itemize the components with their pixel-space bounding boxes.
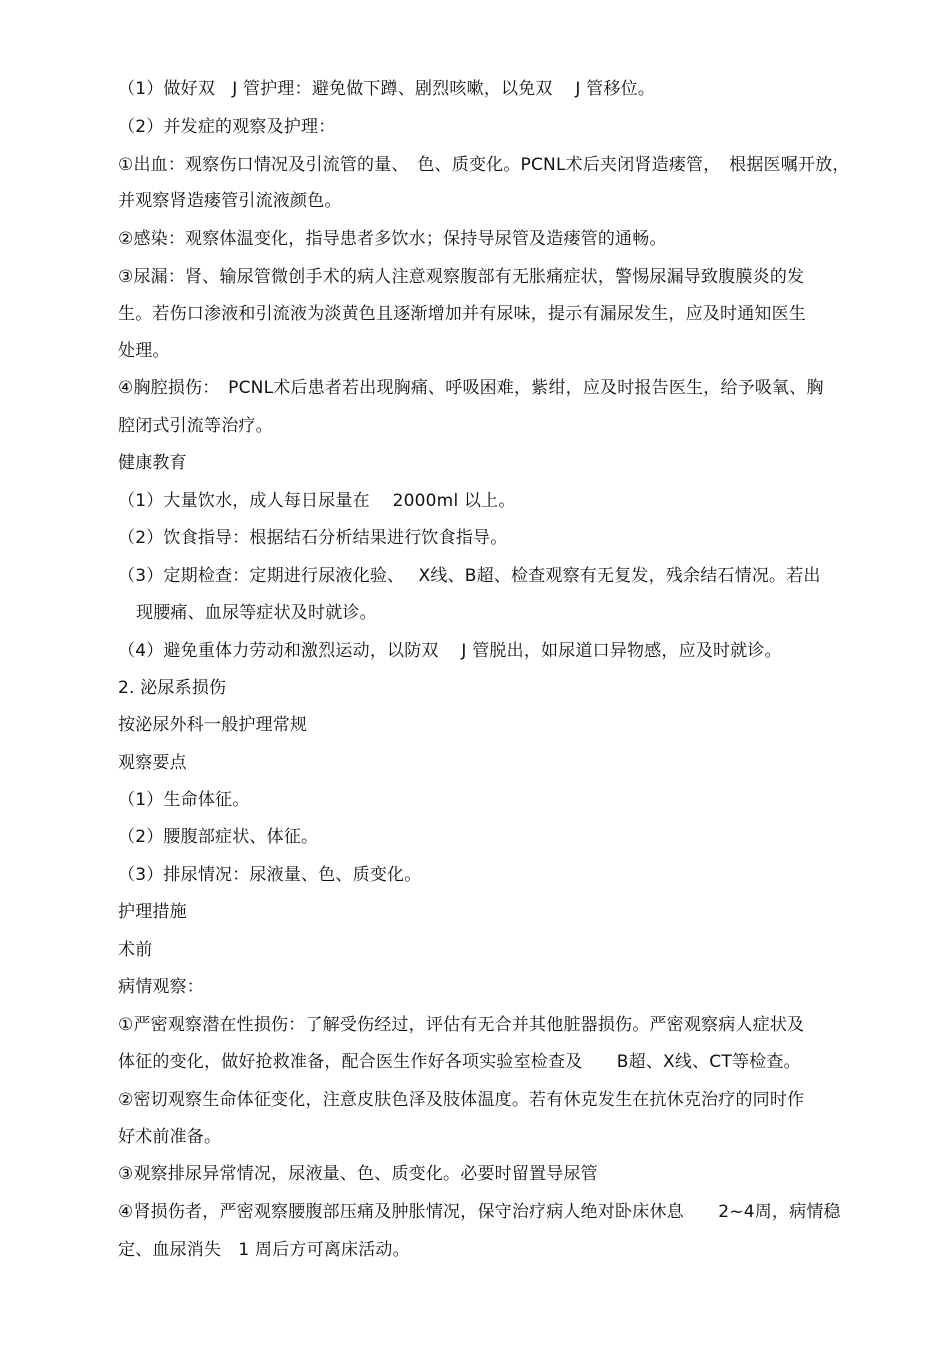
section-heading: 2. 泌尿系损伤 xyxy=(118,678,227,698)
section-heading: 健康教育 xyxy=(118,453,187,473)
text-line: 定、血尿消失 1 周后方可离床活动。 xyxy=(118,1240,410,1260)
text-line: （2）并发症的观察及护理： xyxy=(118,117,336,137)
text-line: （1）生命体征。 xyxy=(118,790,250,810)
text-line: 腔闭式引流等治疗。 xyxy=(118,416,273,436)
text-line: 好术前准备。 xyxy=(118,1127,222,1147)
text-line: ④肾损伤者，严密观察腰腹部压痛及肿胀情况，保守治疗病人绝对卧床休息 2~4周，病情稳 xyxy=(118,1202,841,1222)
text-line: 现腰痛、血尿等症状及时就诊。 xyxy=(136,603,377,623)
text-line: ②密切观察生命体征变化，注意皮肤色泽及肢体温度。若有休克发生在抗休克治疗的同时作 xyxy=(118,1090,805,1110)
text-line: （1）做好双 J 管护理：避免做下蹲、剧烈咳嗽，以免双 J 管移位。 xyxy=(118,79,656,99)
text-line: ③尿漏：肾、输尿管微创手术的病人注意观察腹部有无胀痛症状，警惕尿漏导致腹膜炎的发 xyxy=(118,267,805,287)
text-line: ①出血：观察伤口情况及引流管的量、 色、质变化。PCNL术后夹闭肾造瘘管， 根据医嘱开放， xyxy=(118,155,850,175)
section-heading: 护理措施 xyxy=(118,902,187,922)
text-line: （2）腰腹部症状、体征。 xyxy=(118,827,319,847)
text-line: 体征的变化，做好抢救准备，配合医生作好各项实验室检查及 B超、X线、CT等检查。 xyxy=(118,1052,801,1072)
text-line: ③观察排尿异常情况，尿液量、色、质变化。必要时留置导尿管 xyxy=(118,1164,598,1184)
text-line: （1）大量饮水，成人每日尿量在 2000ml 以上。 xyxy=(118,491,516,511)
text-line: （3）排尿情况：尿液量、色、质变化。 xyxy=(118,865,422,885)
section-heading: 术前 xyxy=(118,940,153,960)
text-line: （3）定期检查：定期进行尿液化验、 X线、B超、检查观察有无复发，残余结石情况。若出 xyxy=(118,566,821,586)
text-line: （2）饮食指导：根据结石分析结果进行饮食指导。 xyxy=(118,528,508,548)
text-line: ②感染：观察体温变化，指导患者多饮水；保持导尿管及造瘘管的通畅。 xyxy=(118,229,667,249)
text-line: 按泌尿外科一般护理常规 xyxy=(118,715,308,735)
text-line: 并观察肾造瘘管引流液颜色。 xyxy=(118,191,342,211)
text-line: 处理。 xyxy=(118,341,170,361)
text-line: 生。若伤口渗液和引流液为淡黄色且逐渐增加并有尿味，提示有漏尿发生，应及时通知医生 xyxy=(118,304,806,324)
text-line: ①严密观察潜在性损伤：了解受伤经过，评估有无合并其他脏器损伤。严密观察病人症状及 xyxy=(118,1015,805,1035)
text-line: ④胸腔损伤： PCNL术后患者若出现胸痛、呼吸困难，紫绀，应及时报告医生，给予吸氧、胸 xyxy=(118,378,824,398)
section-heading: 病情观察： xyxy=(118,977,204,997)
section-heading: 观察要点 xyxy=(118,753,187,773)
text-line: （4）避免重体力劳动和激烈运动，以防双 J 管脱出，如尿道口异物感，应及时就诊。 xyxy=(118,641,782,661)
